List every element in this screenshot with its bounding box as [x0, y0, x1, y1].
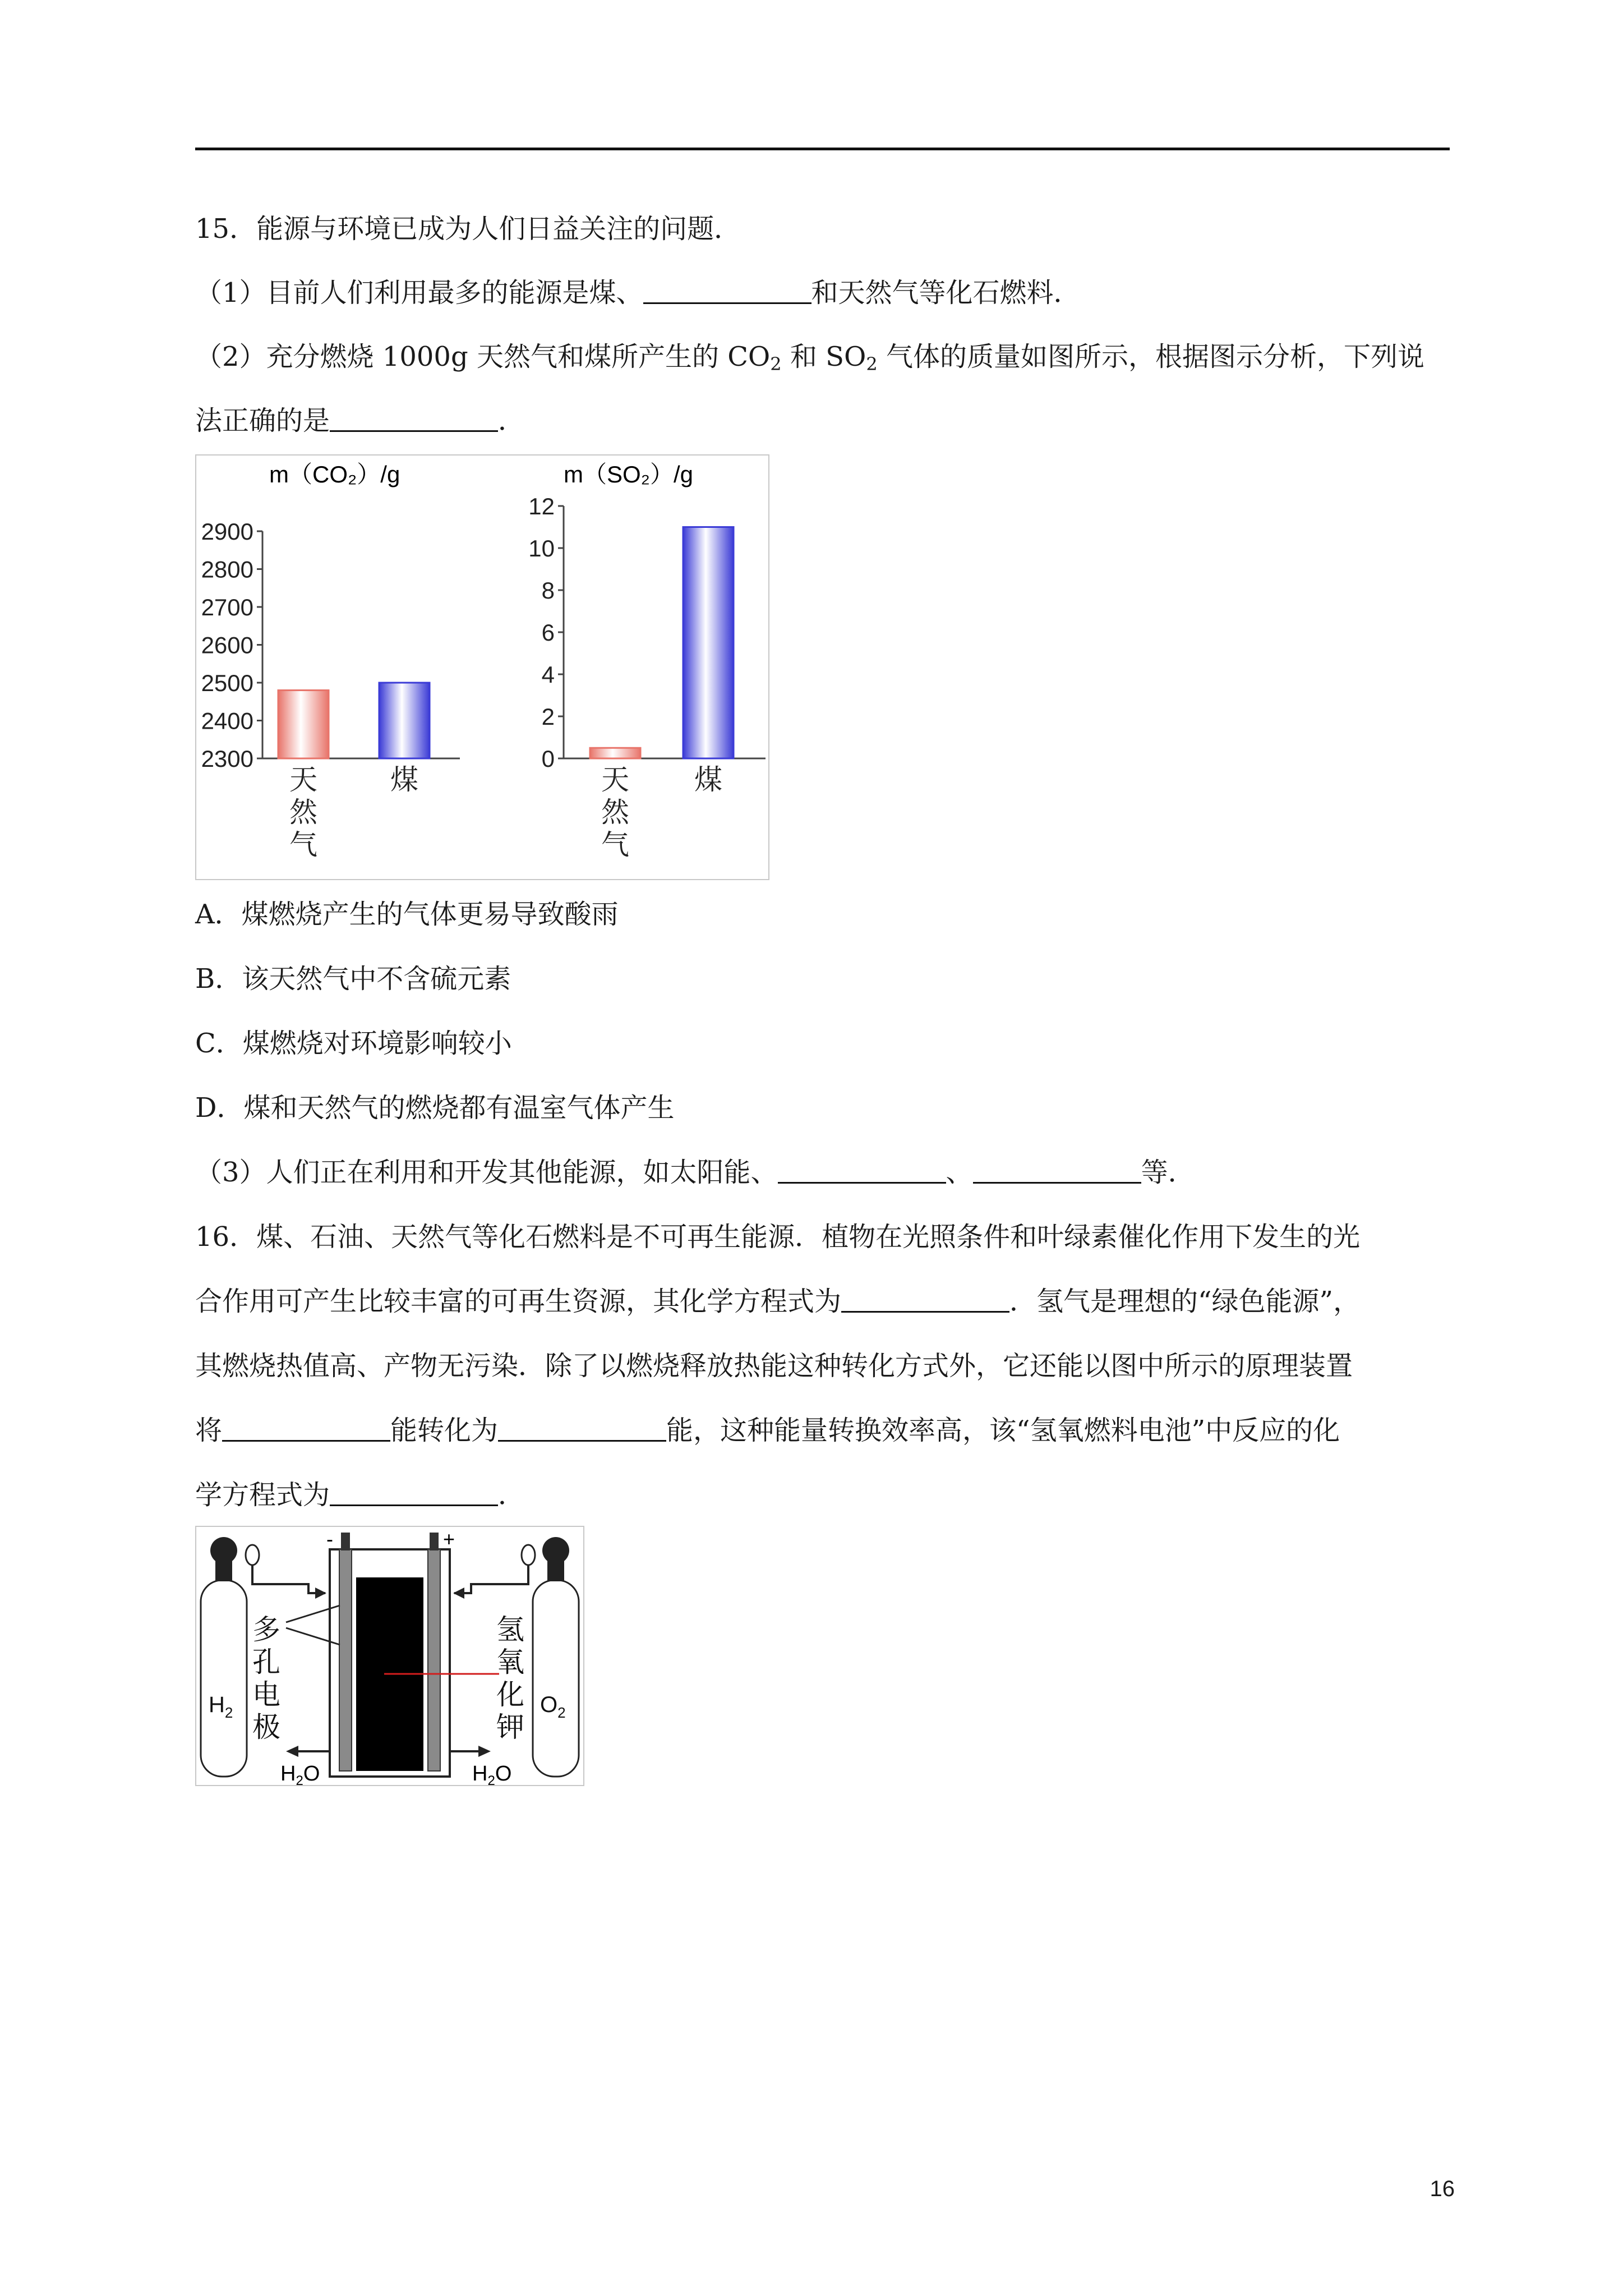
y-tick-label: 8 [541, 577, 555, 604]
o2-inlet-arrow-icon [453, 1588, 464, 1599]
so2-chart-title: m（SO₂）/g [564, 461, 694, 487]
positive-terminal [430, 1533, 439, 1550]
co2-chart [201, 461, 460, 861]
o2-valve-icon [522, 1545, 535, 1565]
right-outlet-arrow-icon [478, 1746, 491, 1757]
q15-part2-text-b: 和 SO [781, 341, 866, 372]
q16-line4-text-b: 能转化为 [390, 1415, 499, 1446]
y-tick-label: 2 [541, 703, 555, 730]
q15-stem: 15．能源与环境已成为人们日益关注的问题． [195, 213, 741, 245]
category-label: 天 [601, 764, 629, 795]
negative-terminal [341, 1533, 350, 1550]
q16-line-3: 其燃烧热值高、产物无污染．除了以燃烧释放热能这种转化方式外，它还能以图中所示的原理装置 [195, 1350, 1353, 1382]
y-tick-label: 10 [528, 535, 555, 562]
h2-cylinder [201, 1537, 247, 1777]
q15-blank-2[interactable] [330, 406, 498, 432]
diagram-label-char: 氢 [496, 1614, 524, 1645]
o2-cylinder [533, 1537, 579, 1777]
so2-ticks [528, 493, 564, 772]
y-tick-label: 2600 [201, 632, 253, 659]
q16-line-1: 16．煤、石油、天然气等化石燃料是不可再生能源．植物在光照条件和叶绿素催化作用下发生的光 [195, 1221, 1361, 1253]
y-tick-label: 2500 [201, 670, 253, 696]
q15-option-d: D．煤和天然气的燃烧都有温室气体产生 [195, 1092, 675, 1124]
category-label: 天 [289, 764, 317, 795]
porous-electrode-label [252, 1614, 280, 1743]
q16-line-2 [195, 1285, 1360, 1318]
right-water-label: $H_2O$ [472, 1762, 512, 1785]
q15-option-b: B．该天然气中不含硫元素 [195, 963, 511, 995]
bar-coal [379, 683, 430, 758]
q15-option-a: A．煤燃烧产生的气体更易导致酸雨 [195, 899, 619, 930]
so2-bars [590, 527, 734, 759]
h2-inlet-arrow-icon [315, 1588, 326, 1599]
y-tick-label: 2800 [201, 556, 253, 583]
q15-part1-text-a: （1）目前人们利用最多的能源是煤、 [195, 277, 643, 309]
category-label: 气 [601, 829, 629, 861]
q15-part3-sep: 、 [946, 1157, 973, 1188]
gas-mass-charts-svg [196, 455, 768, 879]
o2-inlet-pipe [454, 1565, 528, 1593]
q15-part2 [195, 340, 1424, 381]
y-tick-label: 0 [541, 746, 555, 772]
gas-mass-charts [195, 454, 769, 880]
o2-label: $O_2$ [540, 1692, 566, 1721]
category-label: 然 [289, 797, 317, 828]
y-tick-label: 4 [541, 661, 555, 688]
q15-blank-1[interactable] [643, 278, 811, 304]
q15-option-c: C．煤燃烧对环境影响较小 [195, 1028, 512, 1059]
y-tick-label: 2300 [201, 746, 253, 772]
q16-blank-3[interactable] [498, 1415, 666, 1442]
q15-part3 [195, 1156, 1195, 1189]
q15-part3-end: 等． [1141, 1157, 1195, 1188]
plus-sign: + [443, 1527, 455, 1550]
q15-part1 [195, 276, 1081, 310]
q15-blank-3[interactable] [778, 1157, 946, 1184]
y-tick-label: 2400 [201, 707, 253, 734]
diagram-label-char: 孔 [252, 1646, 280, 1678]
q15-blank-4[interactable] [973, 1157, 1141, 1184]
h2-label: $H_2$ [209, 1692, 233, 1721]
co2-chart-title: m（CO₂）/g [269, 461, 400, 487]
h2-inlet-pipe [252, 1565, 325, 1593]
q15-part2-line2-text: 法正确的是 [195, 405, 330, 436]
q16-blank-4[interactable] [330, 1480, 498, 1506]
co2-subscript: 2 [770, 353, 782, 375]
page-number: 16 [1430, 2177, 1455, 2201]
q15-part2-end: ． [498, 405, 525, 436]
left-outlet-arrow-icon [286, 1746, 298, 1757]
q15-part2-text-a: （2）充分燃烧 1000g 天然气和煤所产生的 CO [195, 341, 771, 372]
fuel-cell-svg [196, 1527, 583, 1785]
bar-natural-gas [590, 748, 640, 758]
diagram-label-char: 多 [252, 1614, 280, 1645]
fuel-cell-diagram [195, 1526, 584, 1786]
right-electrode [428, 1549, 440, 1771]
y-tick-label: 2900 [201, 518, 253, 545]
bar-natural-gas [278, 691, 329, 759]
q16-line4-text-a: 将 [195, 1415, 223, 1446]
diagram-label-char: 钾 [496, 1711, 524, 1743]
diagram-label-char: 极 [252, 1711, 280, 1743]
diagram-label-char: 氧 [496, 1646, 524, 1678]
category-label: 煤 [694, 764, 722, 795]
q15-part2-line2 [195, 404, 525, 438]
q16-line5-text-a: 学方程式为 [195, 1479, 330, 1511]
diagram-label-char: 电 [252, 1679, 280, 1710]
q16-blank-2[interactable] [222, 1415, 390, 1442]
q16-line2-text-a: 合作用可产生比较丰富的可再生资源，其化学方程式为 [195, 1286, 842, 1317]
q16-line-5 [195, 1478, 525, 1512]
diagram-label-char: 化 [496, 1679, 524, 1710]
header-rule [195, 148, 1450, 150]
left-electrode [339, 1549, 352, 1771]
q16-blank-1[interactable] [841, 1286, 1009, 1313]
so2-chart [528, 461, 766, 861]
co2-ticks [201, 518, 262, 772]
q16-line-4 [195, 1414, 1340, 1447]
y-tick-label: 6 [541, 619, 555, 646]
q15-part1-text-b: 和天然气等化石燃料． [811, 277, 1081, 309]
q16-line5-end: ． [498, 1479, 525, 1511]
q15-part2-text-c: 气体的质量如图所示，根据图示分析，下列说 [877, 341, 1425, 372]
q15-part3-text-a: （3）人们正在利用和开发其他能源，如太阳能、 [195, 1157, 778, 1188]
minus-sign: - [326, 1527, 333, 1550]
q16-line2-text-b: ．氢气是理想的“绿色能源”， [1009, 1286, 1361, 1317]
category-label: 然 [601, 797, 629, 828]
category-label: 煤 [390, 764, 418, 795]
so2-categories [601, 764, 722, 861]
y-tick-label: 12 [528, 493, 555, 519]
h2-valve-icon [246, 1545, 259, 1565]
co2-categories [289, 764, 418, 861]
left-water-label: $H_2O$ [280, 1762, 320, 1785]
co2-bars [278, 683, 430, 758]
koh-label [496, 1614, 524, 1743]
bar-coal [683, 527, 734, 759]
category-label: 气 [289, 829, 317, 861]
q16-line4-text-c: 能，这种能量转换效率高，该“氢氧燃料电池”中反应的化 [666, 1415, 1340, 1446]
y-tick-label: 2700 [201, 594, 253, 620]
so2-subscript: 2 [866, 353, 878, 375]
